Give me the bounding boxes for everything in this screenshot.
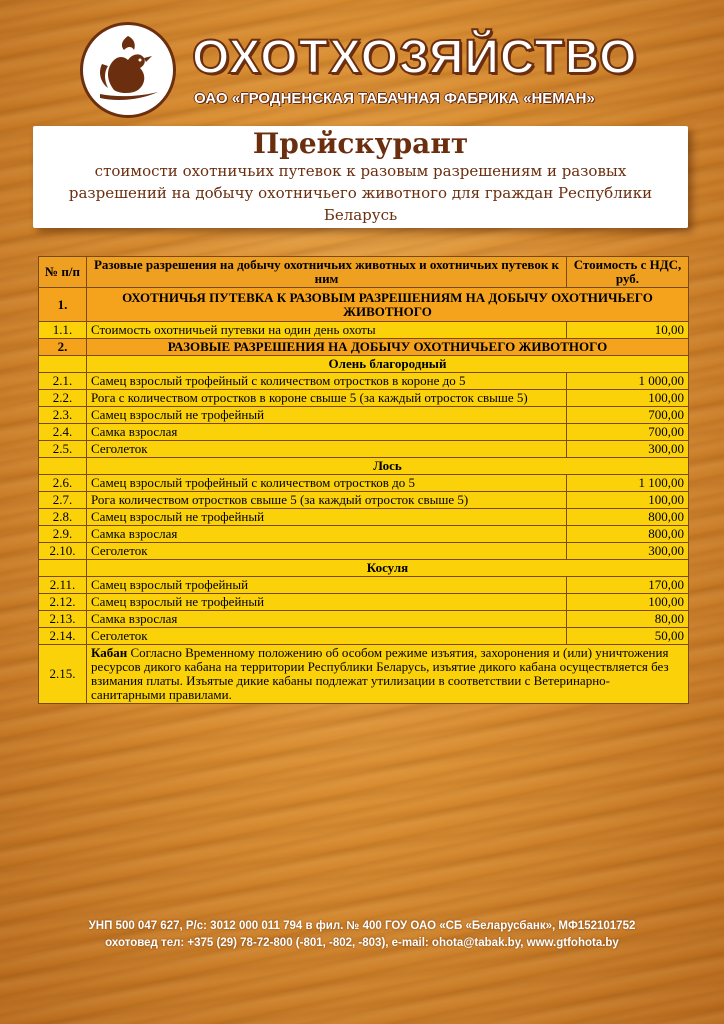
row-name: Сеголеток xyxy=(87,441,567,458)
row-name: Рога количеством отростков свыше 5 (за каждый отросток свыше 5) xyxy=(87,492,567,509)
category-title: Лось xyxy=(87,458,689,475)
section-num: 2. xyxy=(39,339,87,356)
row-num: 2.9. xyxy=(39,526,87,543)
row-cost: 100,00 xyxy=(567,390,689,407)
row-num: 2.6. xyxy=(39,475,87,492)
row-num: 1.1. xyxy=(39,322,87,339)
category-row xyxy=(39,356,689,373)
section-row xyxy=(39,288,689,322)
row-cost: 800,00 xyxy=(567,509,689,526)
row-cost: 300,00 xyxy=(567,441,689,458)
category-spacer xyxy=(39,356,87,373)
row-cost: 700,00 xyxy=(567,407,689,424)
row-num: 2.5. xyxy=(39,441,87,458)
brand-header xyxy=(80,22,640,118)
section-title: РАЗОВЫЕ РАЗРЕШЕНИЯ НА ДОБЫЧУ ОХОТНИЧЬЕГО ЖИВОТНОГО xyxy=(87,339,689,356)
section-title: ОХОТНИЧЬЯ ПУТЕВКА К РАЗОВЫМ РАЗРЕШЕНИЯМ НА ДОБЫЧУ ОХОТНИЧЬЕГО ЖИВОТНОГО xyxy=(87,288,689,322)
section-num: 1. xyxy=(39,288,87,322)
row-num: 2.7. xyxy=(39,492,87,509)
boar-note xyxy=(87,645,689,704)
brand-subtitle: ОАО «ГРОДНЕНСКАЯ ТАБАЧНАЯ ФАБРИКА «НЕМАН» xyxy=(194,90,595,107)
category-spacer xyxy=(39,458,87,475)
table-header-row xyxy=(39,257,689,288)
row-name: Самка взрослая xyxy=(87,526,567,543)
table-row xyxy=(39,526,689,543)
row-cost: 1 000,00 xyxy=(567,373,689,390)
row-name: Самка взрослая xyxy=(87,611,567,628)
table-row xyxy=(39,509,689,526)
row-cost: 50,00 xyxy=(567,628,689,645)
row-num: 2.14. xyxy=(39,628,87,645)
header-name: Разовые разрешения на добычу охотничьих животных и охотничьих путевок к ним xyxy=(87,257,567,288)
table-row xyxy=(39,645,689,704)
capercaillie-bird-icon xyxy=(88,30,168,110)
category-title: Олень благородный xyxy=(87,356,689,373)
row-cost: 80,00 xyxy=(567,611,689,628)
row-num: 2.3. xyxy=(39,407,87,424)
row-name: Сеголеток xyxy=(87,543,567,560)
row-cost: 100,00 xyxy=(567,594,689,611)
title-box xyxy=(33,126,688,228)
row-num: 2.4. xyxy=(39,424,87,441)
category-title: Косуля xyxy=(87,560,689,577)
boar-label: Кабан xyxy=(91,645,128,660)
table-row xyxy=(39,441,689,458)
boar-text: Согласно Временному положению об особом режиме изъятия, захоронения и (или) уничтожения ресурсов дикого кабана на территории Республики Беларусь, изъятие дикого кабана осуществляется без взимания платы. Изъятые дикие кабаны подлежат утилизации в соответствии с Ветеринарно-санитарными правилами. xyxy=(91,645,669,702)
table-row xyxy=(39,373,689,390)
table-row xyxy=(39,322,689,339)
row-num: 2.13. xyxy=(39,611,87,628)
category-row xyxy=(39,458,689,475)
row-name: Самец взрослый трофейный с количеством отростков до 5 xyxy=(87,475,567,492)
category-spacer xyxy=(39,560,87,577)
section-row xyxy=(39,339,689,356)
row-cost: 800,00 xyxy=(567,526,689,543)
row-name: Самец взрослый трофейный xyxy=(87,577,567,594)
row-num: 2.12. xyxy=(39,594,87,611)
table-row xyxy=(39,611,689,628)
row-name: Рога с количеством отростков в короне свыше 5 (за каждый отросток свыше 5) xyxy=(87,390,567,407)
row-cost: 100,00 xyxy=(567,492,689,509)
table-row xyxy=(39,628,689,645)
row-name: Самка взрослая xyxy=(87,424,567,441)
row-cost: 300,00 xyxy=(567,543,689,560)
row-cost: 700,00 xyxy=(567,424,689,441)
logo xyxy=(80,22,176,118)
footer xyxy=(0,918,724,952)
row-name: Самец взрослый трофейный с количеством отростков в короне до 5 xyxy=(87,373,567,390)
row-num: 2.11. xyxy=(39,577,87,594)
row-num: 2.1. xyxy=(39,373,87,390)
header-num: № п/п xyxy=(39,257,87,288)
row-num: 2.10. xyxy=(39,543,87,560)
table-row xyxy=(39,475,689,492)
table-row xyxy=(39,424,689,441)
page-subtitle: стоимости охотничьих путевок к разовым разрешениям и разовых разрешений на добычу охотничьего животного для граждан Республики Беларусь xyxy=(68,162,653,224)
table-row xyxy=(39,594,689,611)
row-name: Самец взрослый не трофейный xyxy=(87,509,567,526)
row-num: 2.8. xyxy=(39,509,87,526)
row-name: Самец взрослый не трофейный xyxy=(87,594,567,611)
table-row xyxy=(39,390,689,407)
footer-contacts: охотовед тел: +375 (29) 78-72-800 (-801, -802, -803), e-mail: ohota@tabak.by, www.gtfohota.by xyxy=(105,937,619,949)
row-cost: 10,00 xyxy=(567,322,689,339)
table-row xyxy=(39,577,689,594)
page-title: Прейскурант xyxy=(252,127,469,160)
row-name: Стоимость охотничьей путевки на один день охоты xyxy=(87,322,567,339)
table-row xyxy=(39,492,689,509)
row-cost: 1 100,00 xyxy=(567,475,689,492)
header-cost: Стоимость с НДС, руб. xyxy=(567,257,689,288)
brand-title: ОХОТХОЗЯЙСТВО xyxy=(192,31,638,84)
footer-bank-details: УНП 500 047 627, Р/с: 3012 000 011 794 в фил. № 400 ГОУ ОАО «СБ «Беларусбанк», МФ152101752 xyxy=(88,920,636,932)
row-num: 2.2. xyxy=(39,390,87,407)
table-row xyxy=(39,407,689,424)
row-name: Самец взрослый не трофейный xyxy=(87,407,567,424)
row-name: Сеголеток xyxy=(87,628,567,645)
category-row xyxy=(39,560,689,577)
price-table xyxy=(38,256,689,704)
table-row xyxy=(39,543,689,560)
row-cost: 170,00 xyxy=(567,577,689,594)
row-num: 2.15. xyxy=(39,645,87,704)
